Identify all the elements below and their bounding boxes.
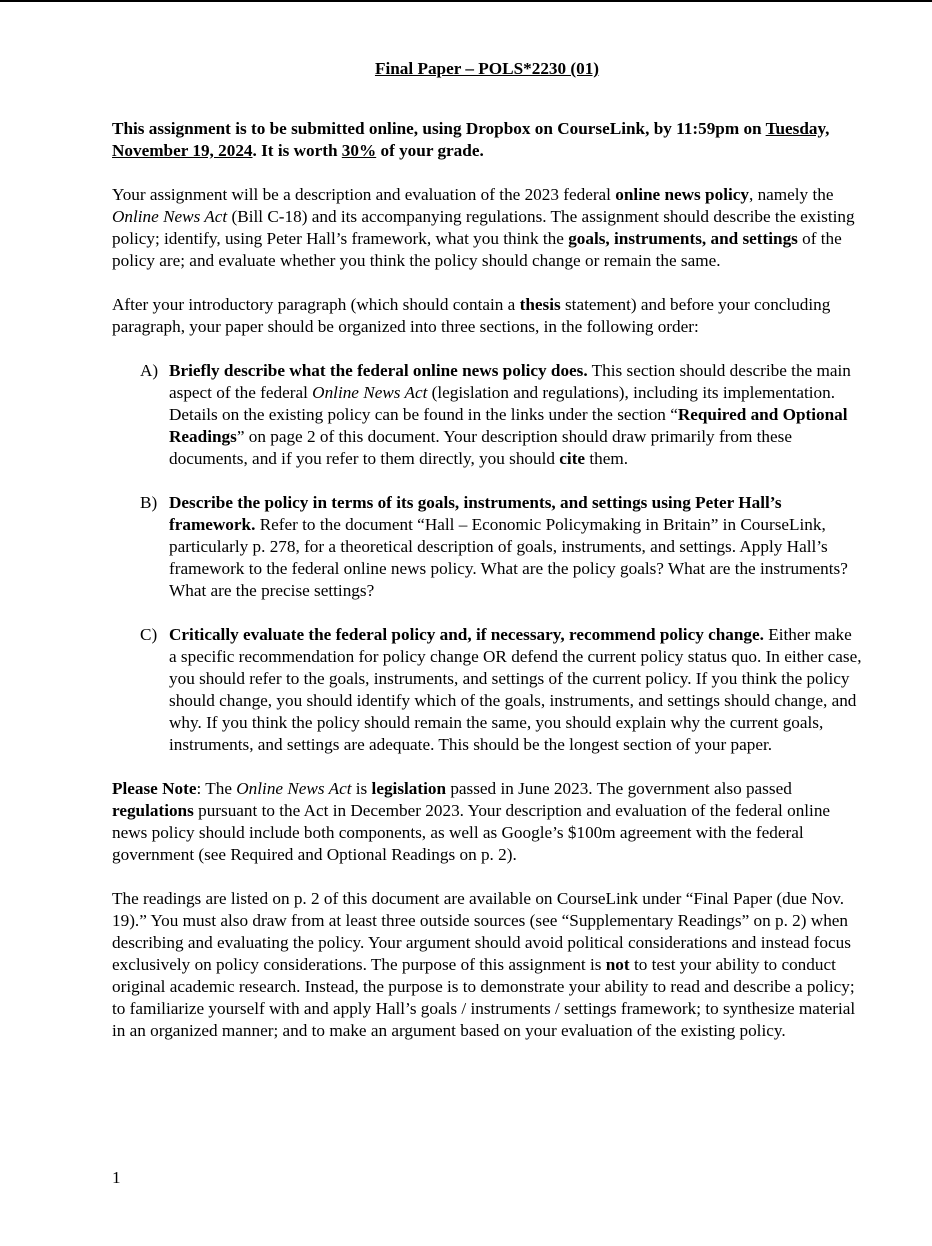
structure-paragraph [112, 294, 862, 338]
note-paragraph [112, 778, 862, 866]
note-bold-regulations: regulations [112, 801, 194, 820]
section-a-readings-ref: Required and Optional Readings [169, 405, 848, 446]
section-a-body: (legislation and regulations), including its implementation. Details on the existing policy can be found in the links under the section “ [169, 383, 836, 424]
readings-bold-not: not [605, 955, 630, 974]
intro-act-name: Online News Act [112, 207, 228, 226]
intro-bold-framework: goals, instruments, and settings [568, 229, 798, 248]
section-c [112, 624, 862, 756]
note-act-name: Online News Act [236, 779, 352, 798]
section-c-body: Either make a specific recommendation for policy change OR defend the current policy status quo. In either case, you should refer to the goals, instruments, and settings of the current policy. If you think the policy should change, you should identify which of the goals, instruments, and settings should change, and why. If you think the policy should remain the same, you should explain why the current goals, instruments, and settings are adequate. This should be the longest section of your paper. [169, 625, 862, 754]
section-a-body: ” on page 2 of this document. Your description should draw primarily from these documents, and if you refer to them directly, you should [169, 427, 792, 468]
due-text-end: of your grade. [376, 141, 484, 160]
section-b-body: Refer to the document “Hall – Economic Policymaking in Britain” in CourseLink, particularly p. 278, for a theoretical description of goals, instruments, and settings. Apply Hall’s framework to the federal online news policy. What are the policy goals? What are the instruments? What are the precise settings? [169, 515, 848, 600]
due-date-paragraph [112, 118, 862, 162]
note-text: passed in June 2023. The government also passed [446, 779, 792, 798]
section-a [112, 360, 862, 470]
section-b-label: B) [140, 493, 158, 512]
due-text-mid: . It is worth [252, 141, 342, 160]
page-title: Final Paper – POLS*2230 (01) [374, 59, 600, 78]
intro-text: Your assignment will be a description and evaluation of the 2023 federal [112, 185, 616, 204]
section-b-text [169, 492, 862, 602]
document-page [112, 58, 862, 1042]
section-c-text [169, 624, 862, 756]
intro-text: (Bill C-18) and its accompanying regulations. The assignment should describe the existing policy; identify, using Peter Hall’s framework, what you think the [112, 207, 855, 248]
section-a-act-name: Online News Act [312, 383, 428, 402]
section-b [112, 492, 862, 602]
section-a-body: them. [585, 449, 629, 468]
due-date: Tuesday, November 19, 2024 [112, 119, 830, 160]
readings-text: The readings are listed on p. 2 of this document are available on CourseLink under “Final Paper (due Nov. 19).” You must also draw from at least three outside sources (see “Supplementary Readings” on p. 2) when describing and evaluating the policy. Your argument should avoid political considerations and instead focus exclusively on policy considerations. The purpose of this assignment is [112, 889, 851, 974]
grade-weight: 30% [341, 141, 377, 160]
top-border [0, 0, 932, 2]
section-b-heading: Describe the policy in terms of its goals, instruments, and settings using Peter Hall’s framework. [169, 493, 782, 534]
note-bold-legislation: legislation [371, 779, 447, 798]
intro-text: of the policy are; and evaluate whether you think the policy should change or remain the same. [112, 229, 842, 270]
section-c-heading: Critically evaluate the federal policy and, if necessary, recommend policy change. [169, 625, 764, 644]
section-a-body: This section should describe the main aspect of the federal [169, 361, 851, 402]
intro-text: , namely the [748, 185, 834, 204]
structure-bold-thesis: thesis [519, 295, 561, 314]
intro-bold-policy: online news policy [615, 185, 749, 204]
note-text: pursuant to the Act in December 2023. Your description and evaluation of the federal online news policy should include both components, as well as Google’s $100m agreement with the federal government (see Required and Optional Readings on p. 2). [112, 801, 831, 864]
section-c-label: C) [140, 625, 158, 644]
structure-text: statement) and before your concluding paragraph, your paper should be organized into three sections, in the following order: [112, 295, 831, 336]
section-a-label: A) [140, 361, 159, 380]
note-text: : The [196, 779, 237, 798]
section-a-heading: Briefly describe what the federal online news policy does. [169, 361, 588, 380]
structure-text: After your introductory paragraph (which should contain a [112, 295, 520, 314]
readings-paragraph [112, 888, 862, 1042]
intro-paragraph [112, 184, 862, 272]
section-a-cite: cite [559, 449, 586, 468]
due-text: This assignment is to be submitted online, using Dropbox on CourseLink, by 11:59pm on [112, 119, 766, 138]
readings-text: to test your ability to conduct original academic research. Instead, the purpose is to demonstrate your ability to read and describe a policy; to familiarize yourself with and apply Hall’s goals / instruments / settings framework; to synthesize material in an organized manner; and to make an argument based on your evaluation of the existing policy. [112, 955, 856, 1040]
note-label: Please Note [112, 779, 197, 798]
note-text: is [351, 779, 372, 798]
section-a-text [169, 360, 862, 470]
page-number: 1 [112, 1168, 121, 1187]
